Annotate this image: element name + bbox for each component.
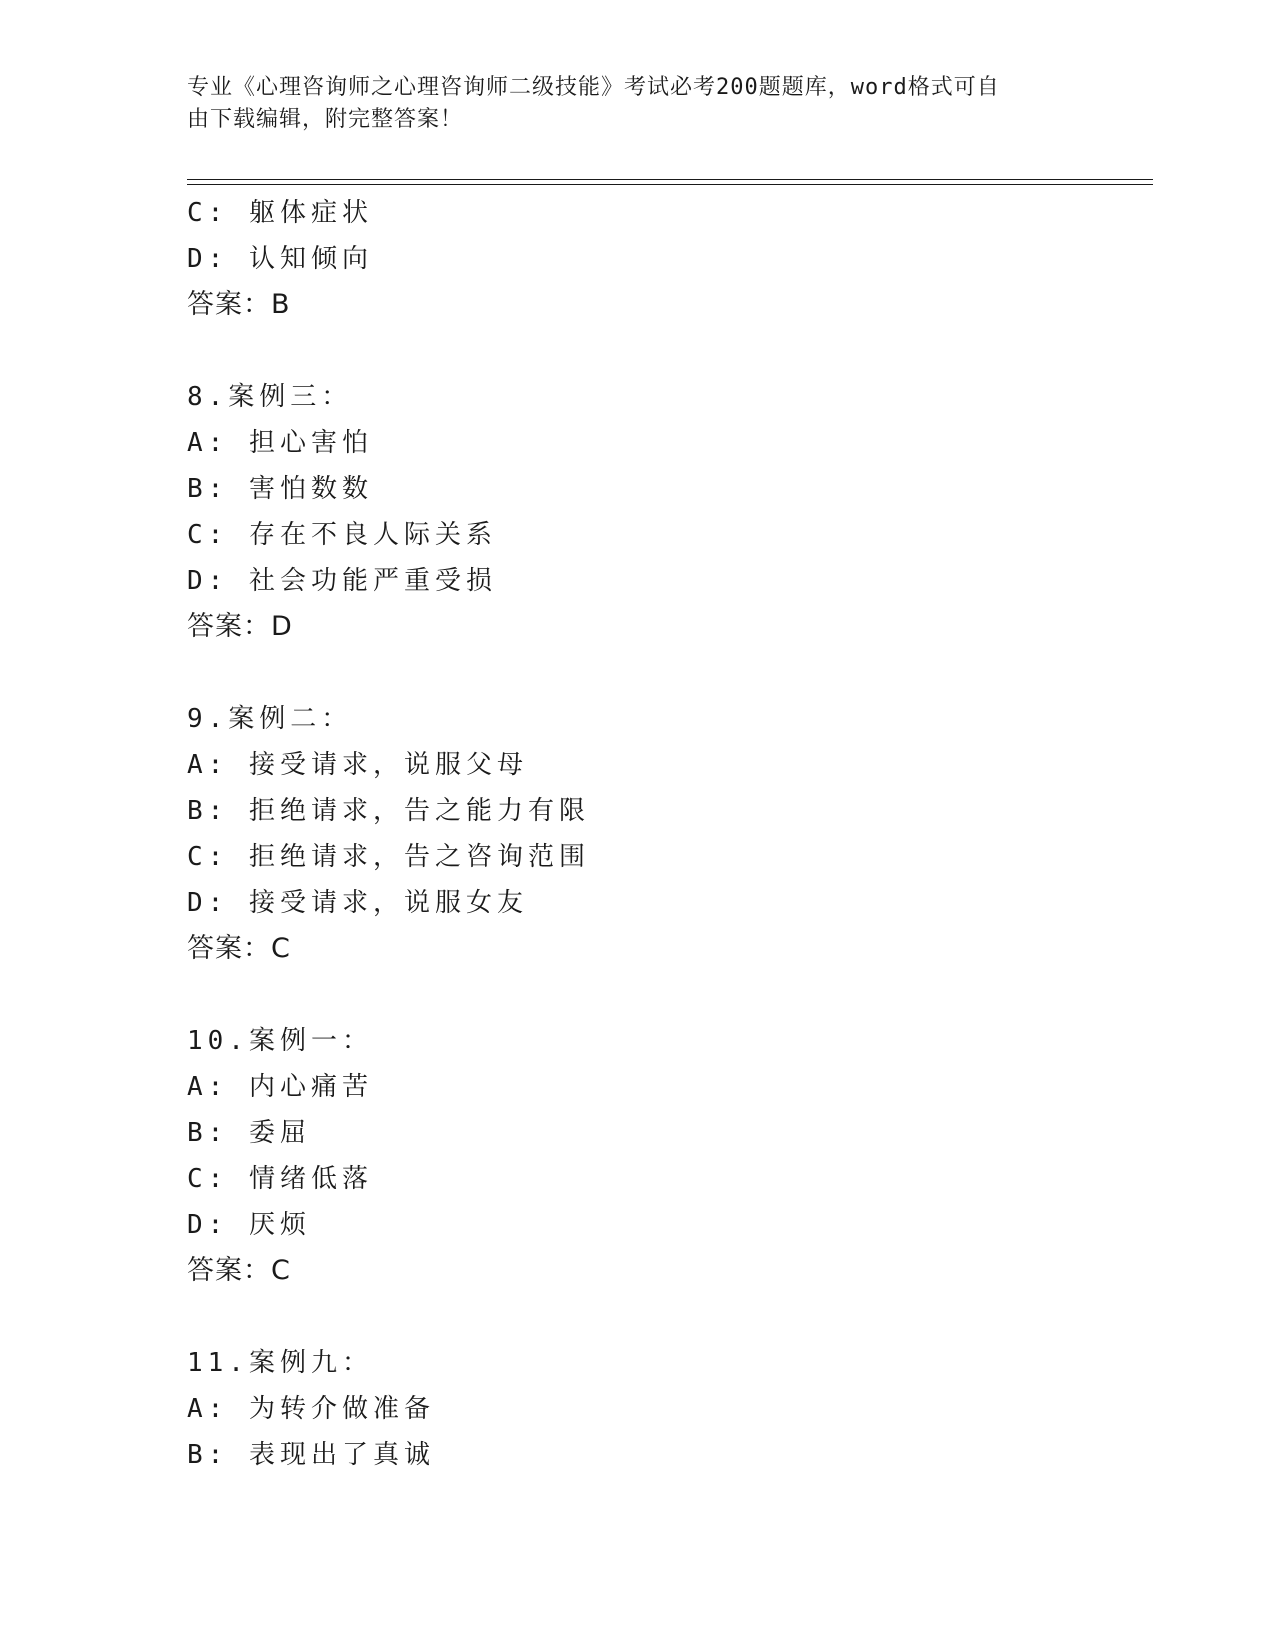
document-header xyxy=(187,72,1087,136)
header-line-1: 专业《心理咨询师之心理咨询师二级技能》考试必考200题题库，word格式可自 xyxy=(187,75,1000,100)
header-line-2: 由下载编辑，附完整答案！ xyxy=(187,107,464,132)
spacer xyxy=(187,328,1153,374)
option-b: B: 表现出了真诚 xyxy=(187,1440,435,1470)
question-title: 11.案例九： xyxy=(187,1348,373,1378)
option-d: D: 厌烦 xyxy=(187,1210,311,1240)
question-title: 9.案例二： xyxy=(187,704,353,734)
option-c: C: 躯体症状 xyxy=(187,198,373,228)
spacer xyxy=(187,1294,1153,1340)
option-b: B: 委屈 xyxy=(187,1118,311,1148)
option-c: C: 情绪低落 xyxy=(187,1164,373,1194)
option-a: A: 内心痛苦 xyxy=(187,1072,373,1102)
question-11 xyxy=(187,1340,1153,1478)
answer-line: 答案：C xyxy=(187,1255,291,1286)
option-c: C: 拒绝请求，告之咨询范围 xyxy=(187,842,590,872)
answer-line: 答案：B xyxy=(187,289,291,320)
option-b: B: 拒绝请求，告之能力有限 xyxy=(187,796,590,826)
spacer xyxy=(187,650,1153,696)
header-divider-bottom xyxy=(187,184,1153,185)
option-d: D: 接受请求，说服女友 xyxy=(187,888,528,918)
option-d: D: 认知倾向 xyxy=(187,244,373,274)
question-7-partial xyxy=(187,190,1153,328)
answer-line: 答案：D xyxy=(187,611,293,642)
question-title: 8.案例三： xyxy=(187,382,353,412)
question-10 xyxy=(187,1018,1153,1294)
question-8 xyxy=(187,374,1153,650)
option-c: C: 存在不良人际关系 xyxy=(187,520,497,550)
question-title: 10.案例一： xyxy=(187,1026,373,1056)
option-d: D: 社会功能严重受损 xyxy=(187,566,497,596)
question-9 xyxy=(187,696,1153,972)
option-a: A: 接受请求，说服父母 xyxy=(187,750,528,780)
option-b: B: 害怕数数 xyxy=(187,474,373,504)
header-divider-top xyxy=(187,179,1153,180)
question-list xyxy=(187,190,1153,1478)
option-a: A: 担心害怕 xyxy=(187,428,373,458)
answer-line: 答案：C xyxy=(187,933,291,964)
spacer xyxy=(187,972,1153,1018)
option-a: A: 为转介做准备 xyxy=(187,1394,435,1424)
